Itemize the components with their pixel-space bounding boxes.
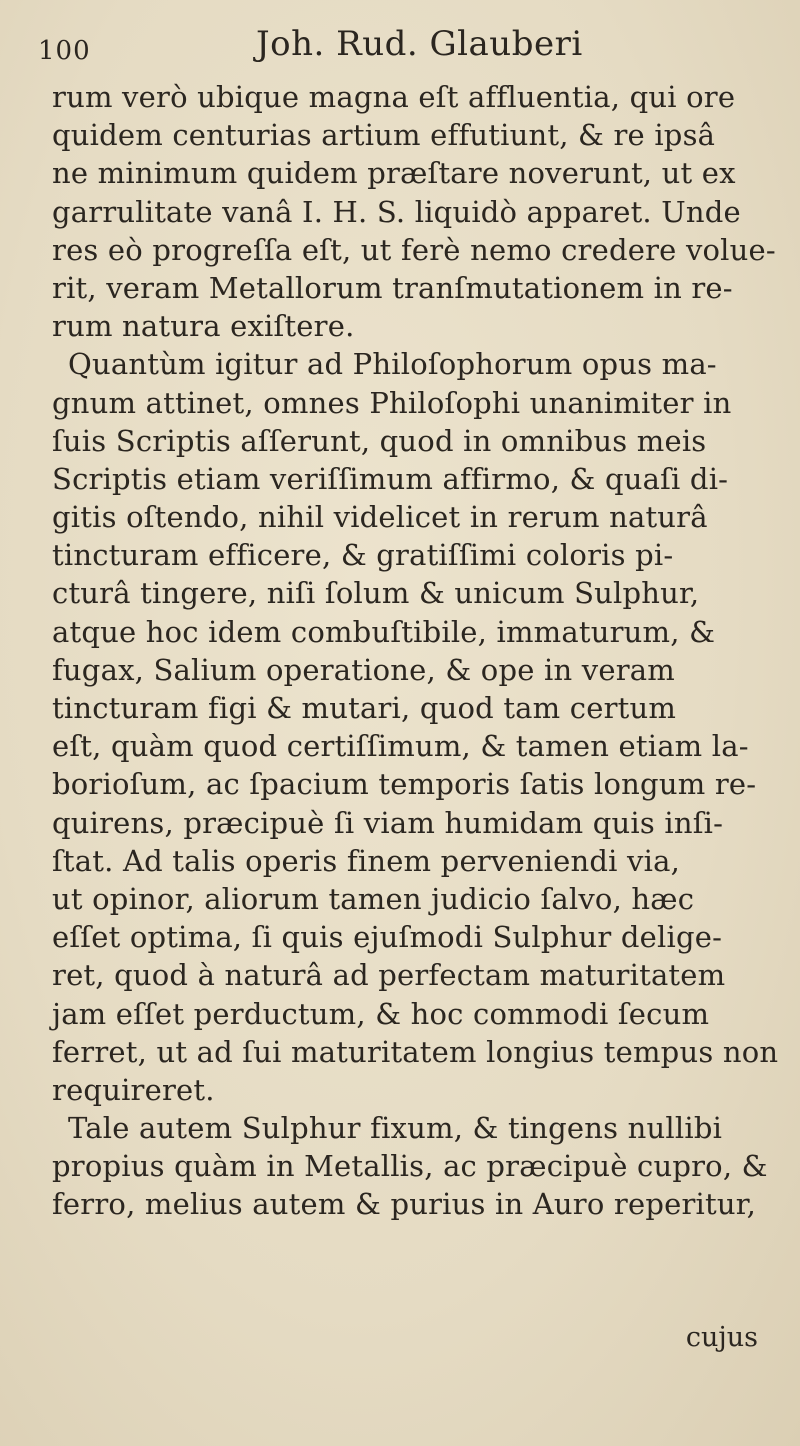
text-line: Quantùm igitur ad Philoſophorum opus ma-: [68, 347, 717, 382]
text-line: tincturam figi & mutari, quod tam certum: [52, 691, 677, 725]
text-line: ret, quod à naturâ ad perfectam maturitatem: [52, 958, 726, 993]
page-number: 100: [38, 36, 91, 66]
text-line: atque hoc idem combuſtibile, immaturum, &: [52, 614, 716, 649]
text-line: ſuis Scriptis aſſerunt, quod in omnibus meis: [52, 423, 707, 458]
text-line: ſtat. Ad talis operis finem perveniendi via,: [52, 843, 681, 878]
text-line: rum verò ubique magna eſt affluentia, qui ore: [52, 80, 736, 114]
text-line: Tale autem Sulphur fixum, & tingens nullibi: [68, 1111, 723, 1146]
text-line: eſſet optima, ſi quis ejuſmodi Sulphur delige-: [52, 920, 723, 955]
text-line: quidem centurias artium effutiunt, & re ipsâ: [52, 118, 716, 153]
text-line: res eò progreſſa eſt, ut ferè nemo credere volue-: [52, 232, 776, 267]
running-title: Joh. Rud. Glauberi: [256, 24, 583, 64]
text-line: cturâ tingere, niſi ſolum & unicum Sulphur,: [52, 576, 700, 611]
text-line: rit, veram Metallorum tranſmutationem in re-: [52, 270, 733, 305]
text-line: Scriptis etiam veriſſimum affirmo, & quaſi di-: [52, 461, 729, 496]
text-line: fugax, Salium operatione, & ope in veram: [52, 652, 675, 687]
text-line: rum natura exiſtere.: [52, 309, 355, 344]
text-line: ut opinor, aliorum tamen judicio ſalvo, hæc: [52, 881, 695, 916]
text-line: tincturam efficere, & gratiſſimi coloris pi-: [52, 538, 674, 573]
text-line: quirens, præcipuè ſi viam humidam quis inſi-: [52, 805, 724, 840]
text-line: borioſum, ac ſpacium temporis ſatis longum re-: [52, 767, 757, 802]
text-line: requireret.: [52, 1072, 215, 1107]
text-line: eſt, quàm quod certiſſimum, & tamen etiam la-: [52, 729, 749, 764]
text-line: ne minimum quidem præſtare noverunt, ut ex: [52, 156, 736, 191]
text-line: garrulitate vanâ I. H. S. liquidò apparet. Unde: [52, 194, 741, 229]
page-header: [38, 24, 770, 70]
text-line: jam eſſet perductum, & hoc commodi ſecum: [52, 996, 710, 1031]
text-line: gitis oſtendo, nihil videlicet in rerum naturâ: [52, 500, 708, 535]
body-text: [52, 78, 780, 1224]
text-line: gnum attinet, omnes Philoſophi unanimiter in: [52, 385, 732, 420]
text-line: ferro, melius autem & purius in Auro reperitur,: [52, 1187, 757, 1222]
text-line: propius quàm in Metallis, ac præcipuè cupro, &: [52, 1149, 768, 1184]
catchword: cujus: [685, 1322, 758, 1353]
text-line: ferret, ut ad ſui maturitatem longius tempus non: [52, 1034, 779, 1069]
